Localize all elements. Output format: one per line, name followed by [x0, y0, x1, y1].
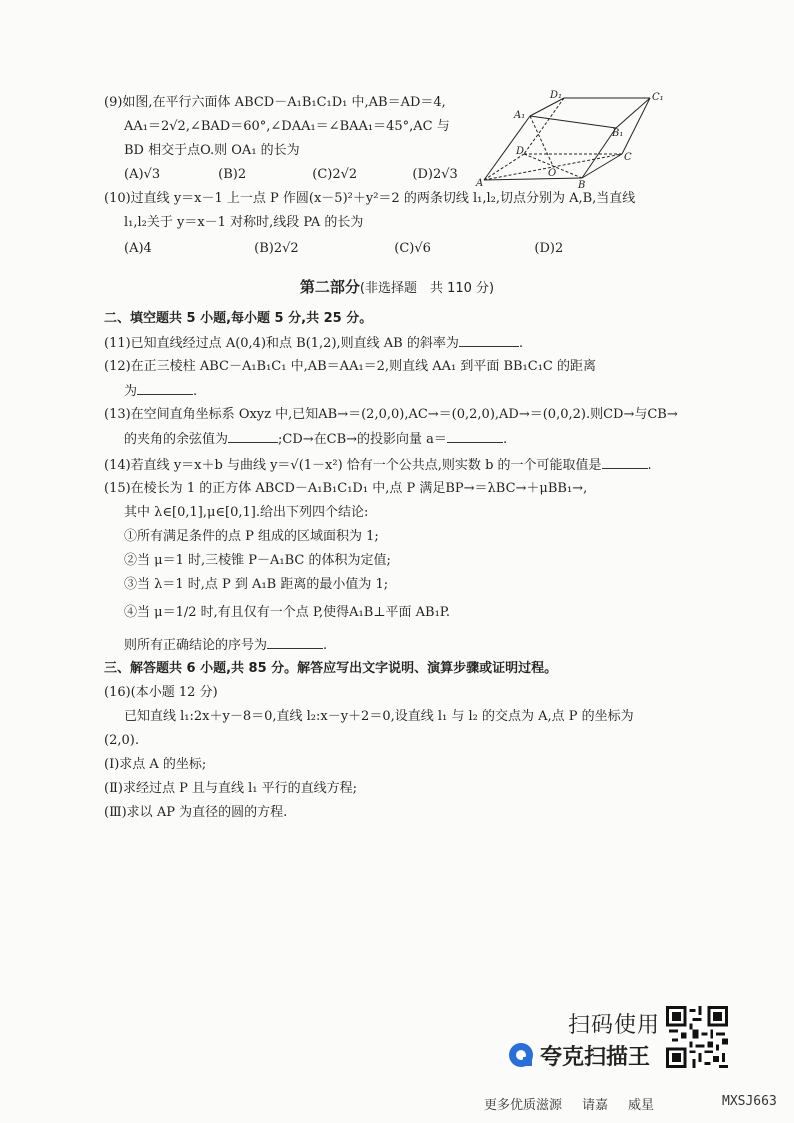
label-a: A [476, 178, 484, 188]
q9-line1: (9)如图,在平行六面体 ABCD－A₁B₁C₁D₁ 中,AB＝AD＝4, [104, 95, 446, 110]
scanner-brand-name: 夸克扫描王 [540, 1044, 651, 1070]
q13-line2-b: ;CD→在CB→的投影向量 a＝ [278, 432, 447, 447]
footer [484, 1094, 777, 1113]
q15-answer-blank [267, 636, 323, 649]
q13-line2 [124, 430, 507, 449]
q15-end-period: . [323, 638, 328, 653]
q10-option-c: (C)√6 [394, 241, 431, 256]
q9-options [124, 166, 458, 184]
q11 [104, 334, 523, 353]
q15-end-text: 则所有正确结论的序号为 [124, 638, 268, 653]
q16-head: (16)(本小题 12 分) [104, 685, 218, 700]
q14-end: . [647, 458, 652, 473]
q10-option-b: (B)2√2 [254, 241, 299, 256]
q9-line2: AA₁＝2√2,∠BAD＝60°,∠DAA₁＝∠BAA₁＝45°,AC 与 [124, 119, 450, 134]
q12-line1: (12)在正三棱柱 ABC－A₁B₁C₁ 中,AB＝AA₁＝2,则直线 AA₁ 到平面 BB₁C₁C 的距离 [104, 359, 597, 374]
q14-text: (14)若直线 y＝x＋b 与曲线 y＝√(1－x²) 恰有一个公共点,则实数 b 的一个可能取值是 [104, 458, 602, 473]
q16-part3: (Ⅲ)求以 AP 为直径的圆的方程. [104, 805, 288, 820]
label-c1: C₁ [652, 92, 664, 103]
footer-text-1: 更多优质滋源 [484, 1098, 563, 1113]
footer-text-2: 请嘉 [582, 1098, 609, 1113]
q13-line1: (13)在空间直角坐标系 Oxyz 中,已知AB→＝(2,0,0),AC→＝(0,2,0),AD→＝(0,0,2).则CD→与CB→ [104, 407, 678, 422]
scanner-brand [508, 1040, 650, 1070]
part2-title-main: 第二部分 [299, 278, 360, 296]
q12-end: . [193, 384, 198, 399]
label-o: O [548, 168, 557, 179]
q13-answer-blank-1 [228, 430, 278, 443]
q10-option-d: (D)2 [534, 241, 564, 256]
q11-answer-blank [459, 334, 519, 347]
q14-answer-blank [602, 456, 648, 469]
label-d1: D₁ [550, 90, 563, 101]
part2-title-sub: (非选择题 共 110 分) [359, 281, 495, 296]
q12-line2 [124, 382, 197, 401]
q15-conclusion-1: ①所有满足条件的点 P 组成的区域面积为 1; [124, 529, 379, 544]
q12-line2-prefix: 为 [124, 384, 138, 399]
q10-line1: (10)过直线 y＝x－1 上一点 P 作圆(x－5)²＋y²＝2 的两条切线 l₁,l₂,切点分别为 A,B,当直线 [104, 191, 636, 206]
q14 [104, 456, 652, 475]
q10-line2: l₁,l₂关于 y＝x－1 对称时,线段 PA 的长为 [124, 215, 364, 230]
q13-end: . [502, 432, 508, 447]
q9-option-d: (D)2√3 [412, 167, 458, 182]
q12-answer-blank [137, 382, 193, 395]
q9-option-b: (B)2 [218, 167, 247, 182]
section2-heading: 二、填空题共 5 小题,每小题 5 分,共 25 分。 [104, 311, 373, 326]
q16-part2: (Ⅱ)求经过点 P 且与直线 l₁ 平行的直线方程; [104, 781, 358, 796]
label-d: D [516, 146, 525, 157]
q15-line2: 其中 λ∈[0,1],μ∈[0,1].给出下列四个结论: [124, 505, 369, 520]
label-c: C [624, 152, 632, 163]
scanner-logo-icon [508, 1042, 534, 1068]
qr-code-icon[interactable] [666, 1006, 728, 1068]
q9-option-a: (A)√3 [124, 167, 161, 182]
part2-title [0, 276, 794, 297]
q15-conclusion-4: ④当 μ＝1/2 时,有且仅有一个点 P,使得A₁B⊥平面 AB₁P. [124, 605, 451, 620]
q13-answer-blank-2 [447, 430, 503, 443]
q15-line1: (15)在棱长为 1 的正方体 ABCD－A₁B₁C₁D₁ 中,点 P 满足BP→＝λBC→＋μBB₁→, [104, 481, 588, 496]
footer-code: MXSJ663 [722, 1094, 777, 1109]
q16-part1: (Ⅰ)求点 A 的坐标; [104, 757, 207, 772]
q16-line2: (2,0). [104, 733, 139, 748]
q9-line3: BD 相交于点O.则 OA₁ 的长为 [124, 143, 300, 158]
q13-line2-a: 的夹角的余弦值为 [124, 432, 229, 447]
scan-to-use-text: 扫码使用 [568, 1013, 661, 1038]
q9-option-c: (C)2√2 [312, 167, 358, 182]
q11-end: . [518, 336, 524, 351]
section3-heading: 三、解答题共 6 小题,共 85 分。解答应写出文字说明、演算步骤或证明过程。 [104, 661, 558, 676]
footer-text-3: 威星 [628, 1098, 655, 1113]
label-b1: B₁ [612, 128, 624, 139]
q16-line1: 已知直线 l₁:2x＋y－8＝0,直线 l₂:x－y＋2＝0,设直线 l₁ 与 l₂ 的交点为 A,点 P 的坐标为 [124, 709, 634, 724]
q10-options [124, 240, 563, 258]
label-a1: A₁ [514, 110, 526, 121]
q15-conclusion-3: ③当 λ＝1 时,点 P 到 A₁B 距离的最小值为 1; [124, 577, 389, 592]
parallelepiped-figure [474, 88, 674, 188]
q15-conclusion-2: ②当 μ＝1 时,三棱锥 P－A₁BC 的体积为定值; [124, 553, 391, 568]
q11-text: (11)已知直线经过点 A(0,4)和点 B(1,2),则直线 AB 的斜率为 [104, 336, 459, 351]
q15-end [124, 636, 327, 655]
q10-option-a: (A)4 [124, 241, 152, 256]
label-b: B [578, 180, 586, 188]
